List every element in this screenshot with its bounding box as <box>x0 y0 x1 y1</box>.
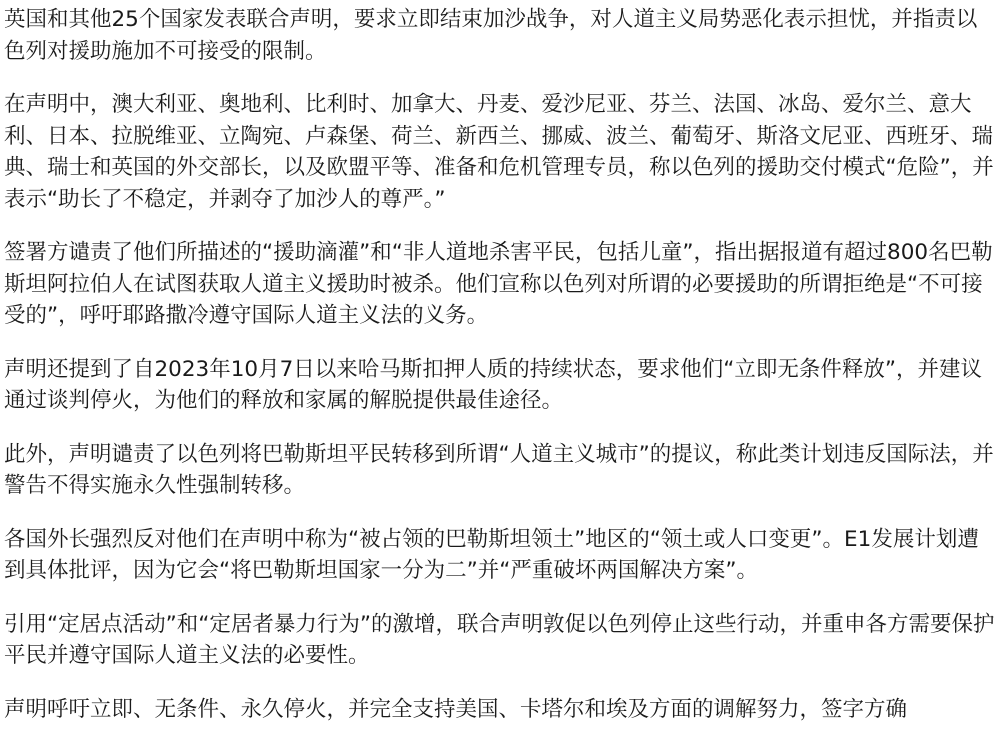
paragraph: 引用“定居点活动”和“定居者暴力行为”的激增，联合声明敦促以色列停止这些行动，并重申各方需要保护平民并遵守国际人道主义法的必要性。 <box>4 611 995 668</box>
paragraph: 声明呼吁立即、无条件、永久停火，并完全支持美国、卡塔尔和埃及方面的调解努力，签字方确 <box>4 696 908 722</box>
paragraph: 此外，声明谴责了以色列将巴勒斯坦平民转移到所谓“人道主义城市”的提议，称此类计划违反国际法，并警告不得实施永久性强制转移。 <box>4 441 994 498</box>
paragraph: 签署方谴责了他们所描述的“援助滴灌”和“非人道地杀害平民，包括儿童”，指出据报道有超过800名巴勒斯坦阿拉伯人在试图获取人道主义援助时被杀。他们宣称以色列对所谓的必要援助的所谓拒绝是“不可接受的”，呼吁耶路撒冷遵守国际人道主义法的义务。 <box>4 240 993 328</box>
paragraph: 英国和其他25个国家发表联合声明，要求立即结束加沙战争，对人道主义局势恶化表示担忧，并指责以色列对援助施加不可接受的限制。 <box>4 7 978 64</box>
paragraph: 各国外长强烈反对他们在声明中称为“被占领的巴勒斯坦领土”地区的“领土或人口变更”。E1发展计划遭到具体批评，因为它会“将巴勒斯坦国家一分为二”并“严重破坏两国解决方案”。 <box>4 526 979 583</box>
paragraph: 在声明中，澳大利亚、奥地利、比利时、加拿大、丹麦、爱沙尼亚、芬兰、法国、冰岛、爱尔兰、意大利、日本、拉脱维亚、立陶宛、卢森堡、荷兰、新西兰、挪威、波兰、葡萄牙、斯洛文尼亚、西班牙、瑞典、瑞士和英国的外交部长，以及欧盟平等、准备和危机管理专员，称以色列的援助交付模式“危险”，并表示“助长了不稳定，并剥夺了加沙人的尊严。” <box>4 92 994 212</box>
paragraph: 声明还提到了自2023年10月7日以来哈马斯扣押人质的持续状态，要求他们“立即无条件释放”，并建议通过谈判停火，为他们的释放和家属的解脱提供最佳途径。 <box>4 356 983 413</box>
article-body <box>4 4 996 747</box>
